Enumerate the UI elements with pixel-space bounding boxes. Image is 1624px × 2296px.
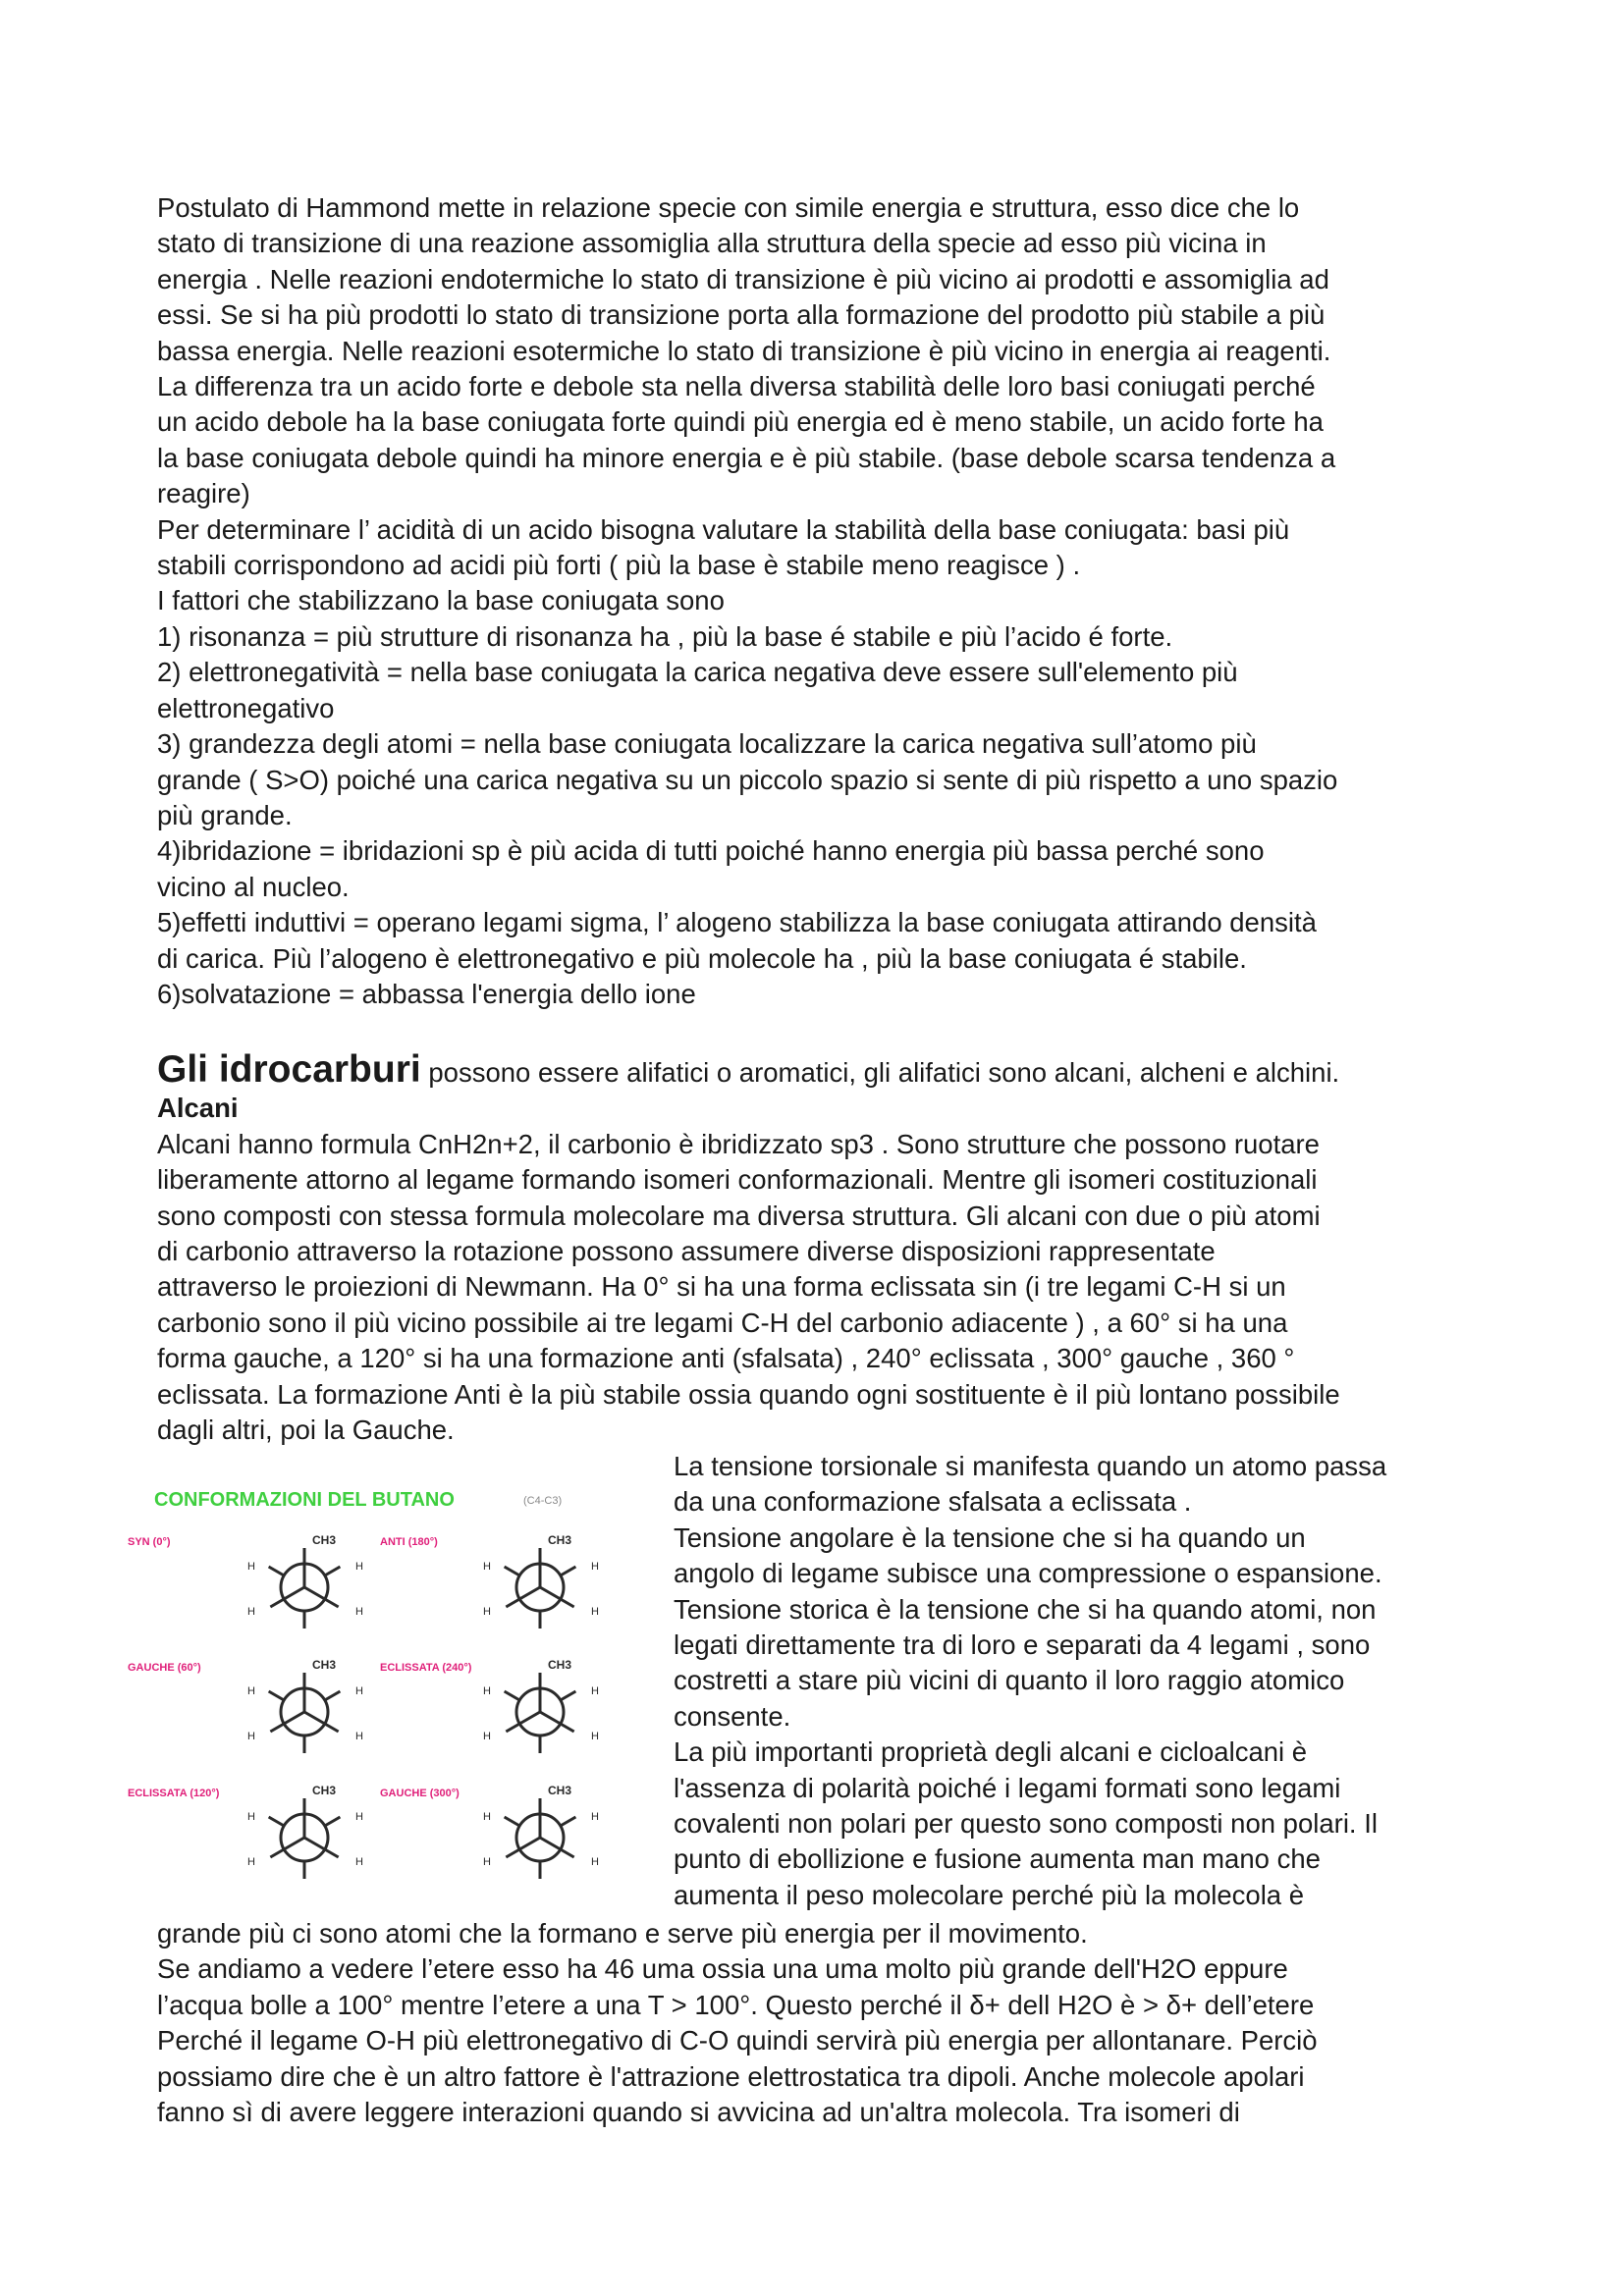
text-line: stabili corrispondono ad acidi più forti ( più la base è stabile meno reagisce ) . (157, 550, 1081, 581)
section-heading-rest: possono essere alifatici o aromatici, gli alifatici sono alcani, alcheni e alchini. (420, 1057, 1340, 1088)
h-atom-label: H (591, 1856, 599, 1868)
text-line: attraverso le proiezioni di Newmann. Ha 0° si ha una forma eclissata sin (i tre legami C-H si un (157, 1271, 1286, 1303)
butane-conformations-figure (123, 1484, 623, 1906)
h-atom-label: H (355, 1811, 363, 1823)
text-line: fanno sì di avere leggere interazioni quando si avvicina ad un'altra molecola. Tra isomeri di (157, 2097, 1240, 2128)
conformation-label: GAUCHE (300°) (380, 1788, 460, 1799)
hydrocarbons-section (157, 1048, 1492, 1448)
text-line: più grande. (157, 799, 293, 830)
figure-title-note: (C4-C3) (523, 1495, 563, 1507)
ch3-group-label: CH3 (548, 1784, 572, 1797)
text-line: aumenta il peso molecolare perché più la molecola è (674, 1879, 1305, 1910)
text-line: carbonio sono il più vicino possibile ai tre legami C-H del carbonio adiacente ) , a 60° si ha una (157, 1307, 1288, 1338)
h-atom-label: H (483, 1811, 491, 1823)
newman-projection (247, 1784, 363, 1879)
conformation-label: SYN (0°) (128, 1536, 171, 1548)
text-line: grande più ci sono atomi che la formano e serve più energia per il movimento. (157, 1918, 1088, 1949)
ch3-group-label: CH3 (548, 1658, 572, 1672)
text-line: Per determinare l’ acidità di un acido bisogna valutare la stabilità della base coniugata: basi più (157, 513, 1290, 545)
h-atom-label: H (247, 1685, 255, 1697)
h-atom-label: H (483, 1856, 491, 1868)
newman-projection (247, 1658, 363, 1753)
newman-projection (483, 1533, 599, 1629)
text-line: reagire) (157, 478, 250, 509)
tension-text (674, 1449, 1489, 1913)
text-line: liberamente attorno al legame formando isomeri conformazionali. Mentre gli isomeri costituzionali (157, 1164, 1318, 1196)
newman-projection (483, 1658, 599, 1753)
text-line: elettronegativo (157, 692, 335, 723)
figure-title: CONFORMAZIONI DEL BUTANO (154, 1489, 455, 1511)
h-atom-label: H (355, 1606, 363, 1618)
text-line: l'assenza di polarità poiché i legami formati sono legami (674, 1772, 1341, 1803)
text-line: Perché il legame O-H più elettronegativo di C-O quindi servirà più energia per allontanare. Perciò (157, 2025, 1318, 2056)
h-atom-label: H (591, 1606, 599, 1618)
h-atom-label: H (247, 1606, 255, 1618)
text-line: Alcani hanno formula CnH2n+2, il carbonio è ibridizzato sp3 . Sono strutture che possono ruotare (157, 1128, 1320, 1159)
conformation-label: GAUCHE (60°) (128, 1662, 201, 1674)
h-atom-label: H (591, 1685, 599, 1697)
h-atom-label: H (483, 1731, 491, 1742)
text-line: un acido debole ha la base coniugata forte quindi più energia ed è meno stabile, un acido forte ha (157, 406, 1324, 438)
ch3-group-label: CH3 (312, 1533, 337, 1547)
text-line: di carica. Più l’alogeno è elettronegativo e più molecole ha , più la base coniugata é stabile. (157, 942, 1247, 974)
h-atom-label: H (591, 1561, 599, 1573)
text-line: Tensione storica è la tensione che si ha quando atomi, non (674, 1593, 1377, 1625)
text-line: possiamo dire che è un altro fattore è l'attrazione elettrostatica tra dipoli. Anche molecole apolari (157, 2060, 1305, 2092)
h-atom-label: H (355, 1856, 363, 1868)
h-atom-label: H (355, 1561, 363, 1573)
h-atom-label: H (591, 1731, 599, 1742)
text-line: bassa energia. Nelle reazioni esotermiche lo stato di transizione è più vicino in energia ai reagenti. (157, 335, 1331, 366)
properties-text (157, 1916, 1492, 2130)
text-line: 6)solvatazione = abbassa l'energia dello ione (157, 978, 696, 1009)
text-line: costretti a stare più vicini di quanto il loro raggio atomico (674, 1665, 1345, 1696)
h-atom-label: H (483, 1685, 491, 1697)
h-atom-label: H (483, 1561, 491, 1573)
section-heading: Gli idrocarburi (157, 1048, 421, 1091)
text-line: Tensione angolare è la tensione che si ha quando un (674, 1522, 1306, 1553)
text-line: sono composti con stessa formula molecolare ma diversa struttura. Gli alcani con due o più atomi (157, 1200, 1321, 1231)
intro-text (157, 190, 1492, 1012)
text-line: Se andiamo a vedere l’etere esso ha 46 uma ossia una uma molto più grande dell'H2O eppure (157, 1953, 1288, 1985)
text-line: la base coniugata debole quindi ha minore energia e è più stabile. (base debole scarsa tendenza a (157, 442, 1336, 473)
ch3-group-label: CH3 (548, 1533, 572, 1547)
h-atom-label: H (483, 1606, 491, 1618)
text-line: da una conformazione sfalsata a eclissata . (674, 1486, 1192, 1518)
h-atom-label: H (355, 1731, 363, 1742)
h-atom-label: H (247, 1811, 255, 1823)
text-line: di carbonio attraverso la rotazione possono assumere diverse disposizioni rappresentate (157, 1236, 1216, 1267)
text-line: angolo di legame subisce una compressione o espansione. (674, 1558, 1382, 1589)
text-line: grande ( S>O) poiché una carica negativa su un piccolo spazio si sente di più rispetto a uno spazio (157, 764, 1338, 795)
newman-projection (247, 1533, 363, 1629)
text-line: vicino al nucleo. (157, 871, 350, 902)
subheading-alcani: Alcani (157, 1093, 239, 1124)
text-line: l’acqua bolle a 100° mentre l’etere a una T > 100°. Questo perché il δ+ dell H2O è > δ+ dell’etere (157, 1989, 1315, 2020)
text-line: eclissata. La formazione Anti è la più stabile ossia quando ogni sostituente è il più lontano possibile (157, 1378, 1340, 1410)
text-line: legati direttamente tra di loro e separati da 4 legami , sono (674, 1629, 1371, 1661)
text-line: 3) grandezza degli atomi = nella base coniugata localizzare la carica negativa sull’atomo più (157, 728, 1257, 760)
text-line: 2) elettronegatività = nella base coniugata la carica negativa deve essere sull'elemento più (157, 657, 1238, 688)
text-line: forma gauche, a 120° si ha una formazione anti (sfalsata) , 240° eclissata , 300° gauche , 360 ° (157, 1343, 1295, 1374)
h-atom-label: H (247, 1856, 255, 1868)
alcani-text (157, 1127, 1492, 1449)
h-atom-label: H (591, 1811, 599, 1823)
text-line: covalenti non polari per questo sono composti non polari. Il (674, 1808, 1378, 1840)
conformation-label: ECLISSATA (120°) (128, 1788, 220, 1799)
text-line: energia . Nelle reazioni endotermiche lo stato di transizione è più vicino ai prodotti e assomiglia ad (157, 263, 1329, 294)
conformation-label: ANTI (180°) (380, 1536, 438, 1548)
text-line: La tensione torsionale si manifesta quando un atomo passa (674, 1451, 1387, 1481)
ch3-group-label: CH3 (312, 1658, 337, 1672)
h-atom-label: H (247, 1731, 255, 1742)
text-line: La più importanti proprietà degli alcani e cicloalcani è (674, 1736, 1308, 1768)
h-atom-label: H (247, 1561, 255, 1573)
newman-projection (483, 1784, 599, 1879)
text-line: I fattori che stabilizzano la base coniugata sono (157, 585, 725, 616)
text-line: consente. (674, 1700, 791, 1732)
text-line: Postulato di Hammond mette in relazione specie con simile energia e struttura, esso dice che lo (157, 192, 1300, 223)
text-line: stato di transizione di una reazione assomiglia alla struttura della specie ad esso più vicina in (157, 228, 1267, 259)
conformation-label: ECLISSATA (240°) (380, 1662, 472, 1674)
text-line: La differenza tra un acido forte e debole sta nella diversa stabilità delle loro basi coniugati perché (157, 371, 1316, 402)
text-line: dagli altri, poi la Gauche. (157, 1415, 455, 1446)
h-atom-label: H (355, 1685, 363, 1697)
text-line: essi. Se si ha più prodotti lo stato di transizione porta alla formazione del prodotto più stabile a più (157, 299, 1326, 331)
text-line: 5)effetti induttivi = operano legami sigma, l’ alogeno stabilizza la base coniugata attirando densità (157, 907, 1317, 938)
section-heading-line (157, 1048, 1492, 1091)
text-line: 4)ibridazione = ibridazioni sp è più acida di tutti poiché hanno energia più bassa perché sono (157, 835, 1265, 867)
text-line: 1) risonanza = più strutture di risonanza ha , più la base é stabile e più l’acido é forte. (157, 620, 1173, 652)
ch3-group-label: CH3 (312, 1784, 337, 1797)
text-line: punto di ebollizione e fusione aumenta man mano che (674, 1843, 1321, 1875)
